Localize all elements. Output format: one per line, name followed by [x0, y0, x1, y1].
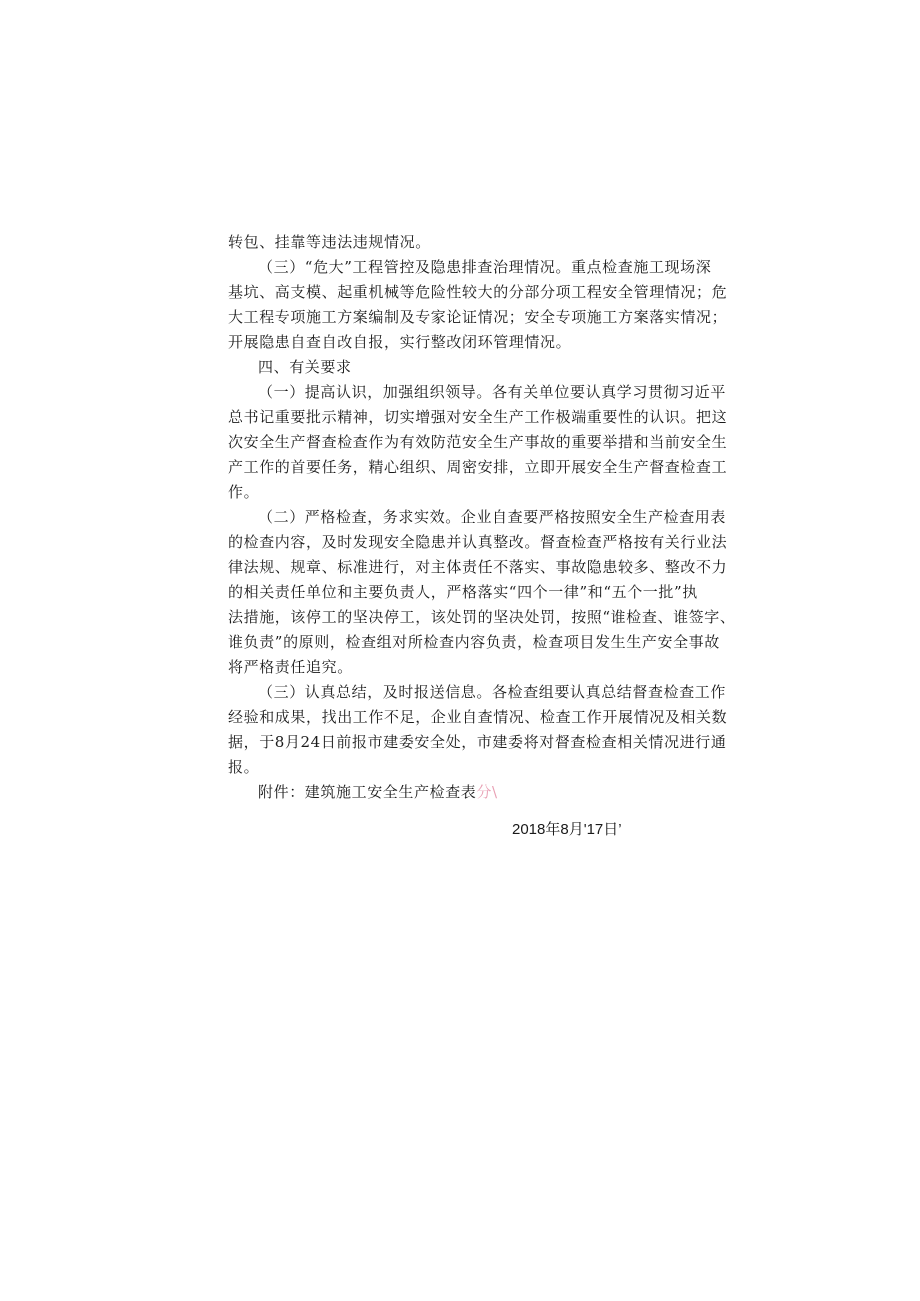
text-line: 将严格责任追究。: [228, 658, 353, 676]
text-line: 律法规、规章、标准进行，对主体责任不落实、事故隐患较多、整改不力: [228, 558, 728, 576]
text-line: （三）“危大”工程管控及隐患排查治理情况。重点检查施工现场深: [258, 258, 712, 276]
text-line: 法措施，该停工的坚决停工，该处罚的坚决处罚，按照“谁检查、谁签字、: [228, 608, 736, 626]
text-line: （二）严格检查，务求实效。企业自查要严格按照安全生产检查用表: [258, 508, 727, 526]
text-line: 产工作的首要任务，精心组织、周密安排，立即开展安全生产督查检查工: [228, 458, 728, 476]
text-line: 的相关责任单位和主要负责人，严格落实“四个一律”和“五个一批”执: [228, 583, 698, 601]
text-line: 转包、挂靠等违法违规情况。: [228, 233, 431, 251]
document-date: 2018年8月'17日’: [512, 821, 622, 838]
text-line: 作。: [228, 483, 260, 501]
attachment-label: 附件：建筑施工安全生产检查表: [258, 783, 477, 801]
text-line: 总书记重要批示精神，切实增强对安全生产工作极端重要性的认识。把这: [228, 408, 728, 426]
attachment-line: [258, 780, 498, 804]
text-line: （一）提高认识，加强组织领导。各有关单位要认真学习贯彻习近平: [258, 383, 727, 401]
text-line: 报。: [228, 758, 260, 776]
text-line: 据，于8月24日前报市建委安全处，市建委将对督查检查相关情况进行通: [228, 733, 727, 751]
text-line: 经验和成果，找出工作不足，企业自查情况、检查工作开展情况及相关数: [228, 708, 728, 726]
attachment-mark: 分\: [476, 783, 498, 801]
text-line: 大工程专项施工方案编制及专家论证情况；安全专项施工方案落实情况；: [228, 308, 728, 326]
text-line: （三）认真总结，及时报送信息。各检查组要认真总结督查检查工作: [258, 683, 727, 701]
section-heading: 四、有关要求: [258, 358, 352, 376]
text-line: 的检查内容，及时发现安全隐患并认真整改。督查检查严格按有关行业法: [228, 533, 728, 551]
text-line: 基坑、高支模、起重机械等危险性较大的分部分项工程安全管理情况；危: [228, 283, 728, 301]
text-line: 开展隐患自查自改自报，实行整改闭环管理情况。: [228, 333, 572, 351]
text-line: 谁负责”的原则，检查组对所检查内容负责，检查项目发生生产安全事故: [228, 633, 720, 651]
text-line: 次安全生产督查检查作为有效防范安全生产事故的重要举措和当前安全生: [228, 433, 728, 451]
